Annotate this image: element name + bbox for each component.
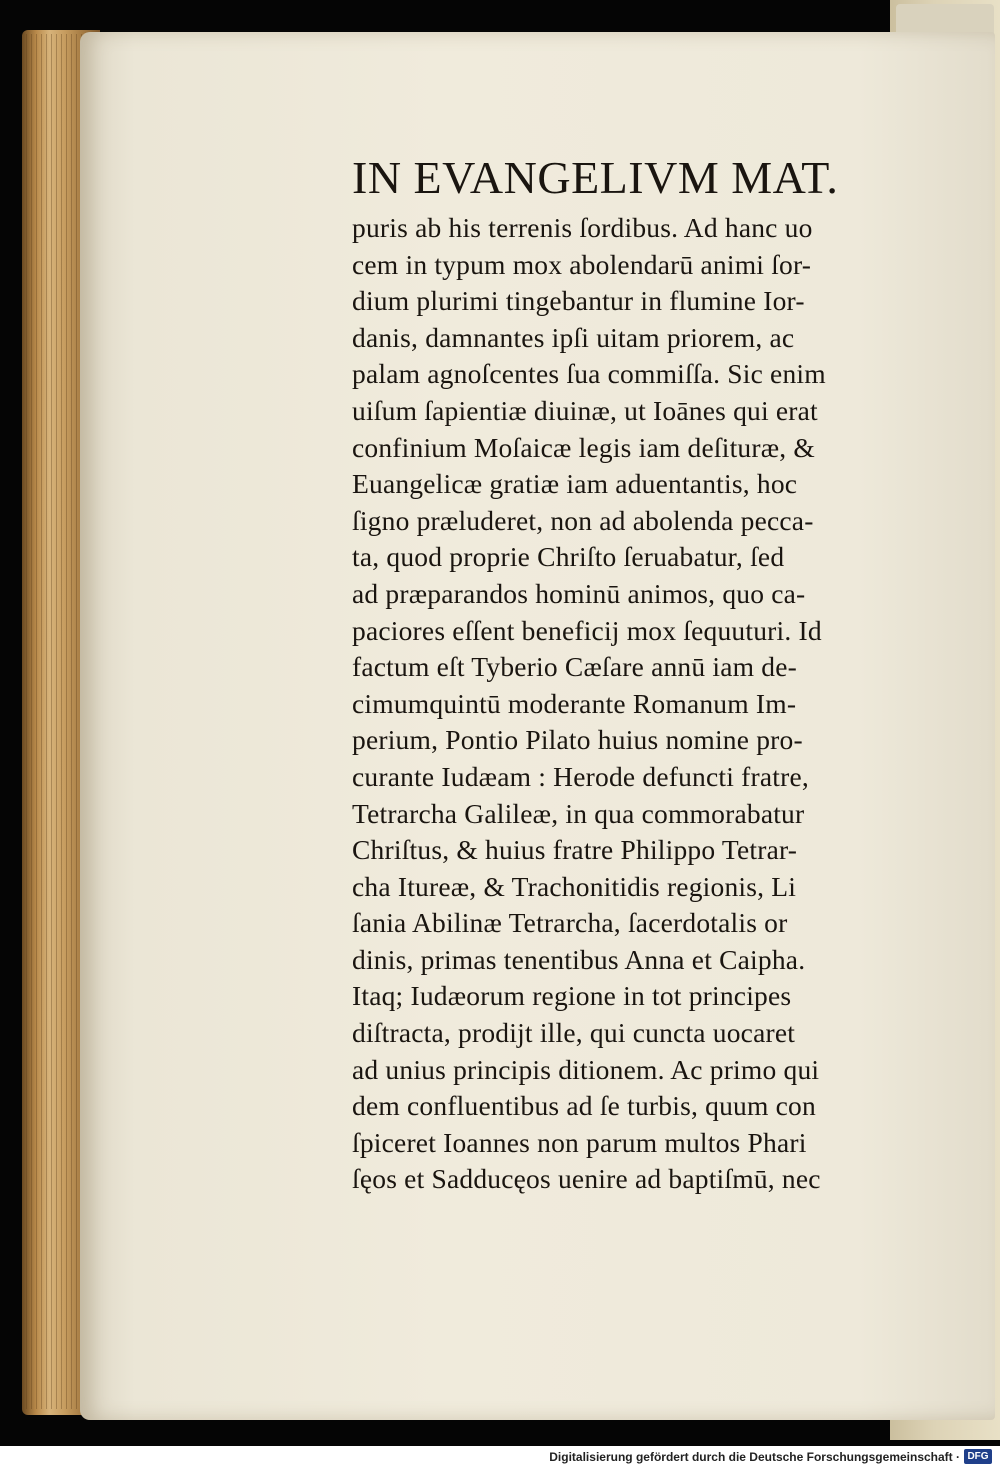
digitization-footer [0, 1446, 1000, 1468]
text-line-27: ſęos et Sadducęos uenire ad baptiſmū, nec [352, 1163, 821, 1195]
book-page-stack [26, 34, 86, 1409]
text-line-20: ſania Abilinæ Tetrarcha, ſacerdotalis or [352, 907, 788, 939]
text-line-11: ad præparandos hominū animos, quo ca- [352, 577, 806, 609]
text-line-1: puris ab his terrenis ſordibus. Ad hanc uo [352, 212, 813, 243]
text-line-8: Euangelicæ gratiæ iam aduentantis, hoc [352, 468, 798, 500]
text-line-19: cha Itureæ, & Trachonitidis regionis, Li [352, 870, 797, 902]
running-head: IN EVANGELIVM MAT. [352, 152, 839, 203]
page-text-block [352, 150, 952, 1198]
text-line-4: danis, damnantes ipſi uitam priorem, ac [352, 321, 795, 353]
text-line-22: Itaq; Iudæorum regione in tot principes [352, 980, 792, 1012]
funding-credit: Digitalisierung gefördert durch die Deutsche Forschungsgemeinschaft · [549, 1450, 960, 1464]
text-line-12: paciores eſſent beneficij mox ſequuturi. Id [352, 614, 822, 646]
text-line-2: cem in typum mox abolendarū animi ſor- [352, 248, 812, 280]
text-line-16: curante Iudæam : Herode defuncti fratre, [352, 760, 809, 792]
dfg-logo-icon: DFG [964, 1449, 992, 1464]
text-line-21: dinis, primas tenentibus Anna et Caipha. [352, 943, 806, 975]
text-line-25: dem confluentibus ad ſe turbis, quum con [352, 1090, 816, 1122]
text-line-7: confinium Moſaicæ legis iam deſituræ, & [352, 431, 816, 463]
text-line-14: cimumquintū moderante Romanum Im- [352, 687, 797, 719]
text-line-3: dium plurimi tingebantur in flumine Ior- [352, 285, 805, 317]
text-line-9: ſigno præluderet, non ad abolenda pecca- [352, 504, 814, 536]
text-line-18: Chriſtus, & huius fratre Philippo Tetrar- [352, 834, 798, 866]
text-line-26: ſpiceret Ioannes non parum multos Phari [352, 1126, 807, 1158]
text-line-17: Tetrarcha Galileæ, in qua commorabatur [352, 797, 805, 829]
text-line-15: perium, Pontio Pilato huius nomine pro- [352, 724, 803, 756]
text-line-6: uiſum ſapientiæ diuinæ, ut Ioānes qui erat [352, 394, 818, 426]
book-page [80, 32, 995, 1420]
text-line-13: factum eſt Tyberio Cæſare annū iam de- [352, 651, 798, 683]
text-line-10: ta, quod proprie Chriſto ſeruabatur, ſed [352, 541, 785, 573]
text-line-24: ad unius principis ditionem. Ac primo qui [352, 1053, 820, 1085]
text-line-5: palam agnoſcentes ſua commiſſa. Sic enim [352, 358, 826, 390]
text-line-23: diſtracta, prodijt ille, qui cuncta uocaret [352, 1017, 796, 1049]
